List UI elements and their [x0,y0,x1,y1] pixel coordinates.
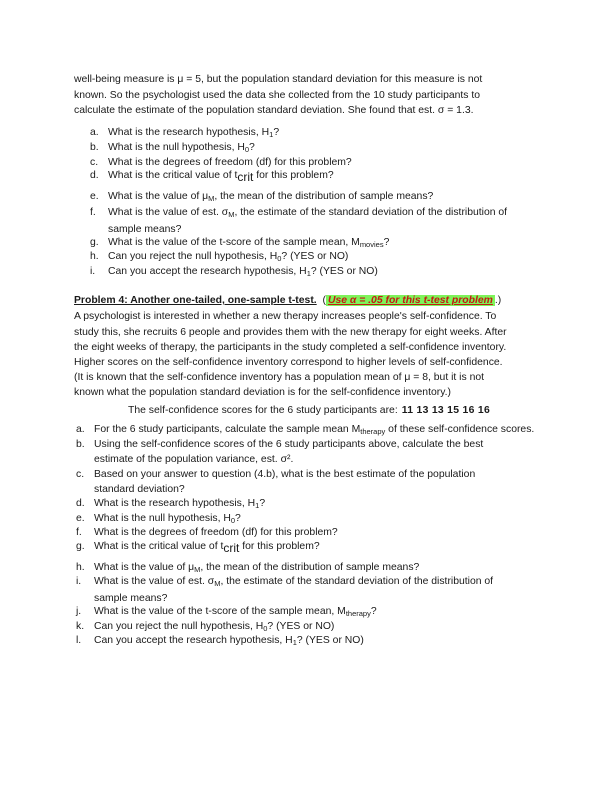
item-text: For the 6 study participants, calculate the sample mean $M_{therapy}$ of these self-confidence scores. [94,424,535,436]
item-text: What is the research hypothesis, $H_1$? [108,127,280,139]
item-text: Using the self-confidence scores of the 6 study participants above, calculate the best [94,439,484,450]
item-text: Can you accept the research hypothesis, $H_1$? (YES or NO) [94,635,364,647]
item-text: Based on your answer to question (4.b), what is the best estimate of the population [94,469,476,480]
item-text-continued: sample means? [94,593,168,605]
item-marker: i. [76,576,82,587]
item-marker: e. [90,191,99,202]
item-marker: b. [76,439,85,450]
item-text: What is the value of $\mu_M$, the mean of the distribution of sample means? [108,191,434,203]
p4-item-l [76,633,546,650]
item-text: What is the value of est. $\sigma_M$, the estimate of the standard deviation of the distribution of [94,576,494,588]
problem4-line-1: A psychologist is interested in whether a new therapy increases people's self-confidence. To [74,311,497,322]
item-marker: h. [76,562,85,573]
intro-line-1: well-being measure is μ = 5, but the population standard deviation for this measure is not [74,74,483,85]
item-marker: f. [76,527,82,538]
item-text: What is the value of $\mu_M$, the mean of the distribution of sample means? [94,562,420,574]
p4-item-c [76,467,546,497]
item-marker: g. [76,541,85,552]
item-text: What is the value of the t-score of the sample mean, $M_{movies}$? [108,237,390,249]
item-marker: a. [76,424,85,435]
problem4-line-2: study this, she recruits 6 people and provides them with the new therapy for eight weeks. After [74,327,507,338]
problem4-heading: Problem 4: Another one-tailed, one-sample t-test. [74,295,317,306]
item-marker: l. [76,635,82,646]
item-marker: c. [90,157,99,168]
p3-item-i [90,264,560,281]
item-text-continued: sample means? [108,224,182,236]
item-text: What is the critical value of tcrit for this problem? [94,541,320,555]
item-marker: k. [76,621,85,632]
p4-item-i [76,574,546,606]
item-text: What is the value of the t-score of the sample mean, $M_{therapy}$? [94,606,377,618]
item-marker: h. [90,251,99,262]
item-text: What is the null hypothesis, $H_0$? [108,142,255,154]
p4-item-b [76,437,546,467]
item-marker: j. [76,606,82,617]
item-text: What is the research hypothesis, $H_1$? [94,498,266,510]
item-text-continued: standard deviation? [94,484,185,496]
item-text: Can you reject the null hypothesis, $H_0$? (YES or NO) [108,251,349,263]
item-text: What is the null hypothesis, $H_0$? [94,513,241,525]
item-marker: e. [76,513,85,524]
scores-label: The self-confidence scores for the 6 study participants are: [128,405,398,416]
scores-line [128,403,598,418]
problem4-heading-line: Problem 4: Another one-tailed, one-sample t-test. ( Use α = .05 for this t-test problem .) [74,295,502,306]
intro-line-2: known. So the psychologist used the data she collected from the 10 study participants to [74,90,481,101]
item-marker: g. [90,237,99,248]
item-marker: i. [90,266,96,277]
problem4-line-6: known what the population standard deviation is for the self-confidence inventory.) [74,387,451,398]
problem4-line-4: Higher scores on the self-confidence inventory correspond to higher levels of self-confidence. [74,357,503,368]
problem4-line-3: the eight weeks of therapy, the participants in the study completed a self-confidence inventory. [74,342,507,353]
problem4-line-5: (It is known that the self-confidence inventory has a population mean of μ = 8, but it is not [74,372,485,383]
item-marker: d. [90,170,99,181]
p3-item-e [90,189,560,206]
intro-line-3: calculate the estimate of the population standard deviation. She found that est. σ = 1.3. [74,105,474,116]
item-marker: f. [90,207,96,218]
item-marker: c. [76,469,85,480]
item-marker: b. [90,142,99,153]
item-text: Can you reject the null hypothesis, $H_0$? (YES or NO) [94,621,335,633]
p4-item-f [76,525,546,540]
item-text-continued: estimate of the population variance, est. σ². [94,454,294,466]
p3-item-d [90,168,560,185]
item-marker: d. [76,498,85,509]
item-text: What is the critical value of tcrit for this problem? [108,170,334,184]
p4-item-g [76,539,546,556]
item-marker: a. [90,127,99,138]
scores-values: 11 13 13 15 16 16 [401,405,491,416]
p3-item-f [90,205,560,237]
item-text: What is the degrees of freedom (df) for this problem? [108,157,352,168]
item-text: What is the degrees of freedom (df) for this problem? [94,527,338,538]
item-text: Can you accept the research hypothesis, $H_1$? (YES or NO) [108,266,378,278]
alpha-highlight: Use α = .05 for this t-test problem [327,295,493,306]
item-text: What is the value of est. $\sigma_M$, the estimate of the standard deviation of the distribution of [108,207,508,219]
